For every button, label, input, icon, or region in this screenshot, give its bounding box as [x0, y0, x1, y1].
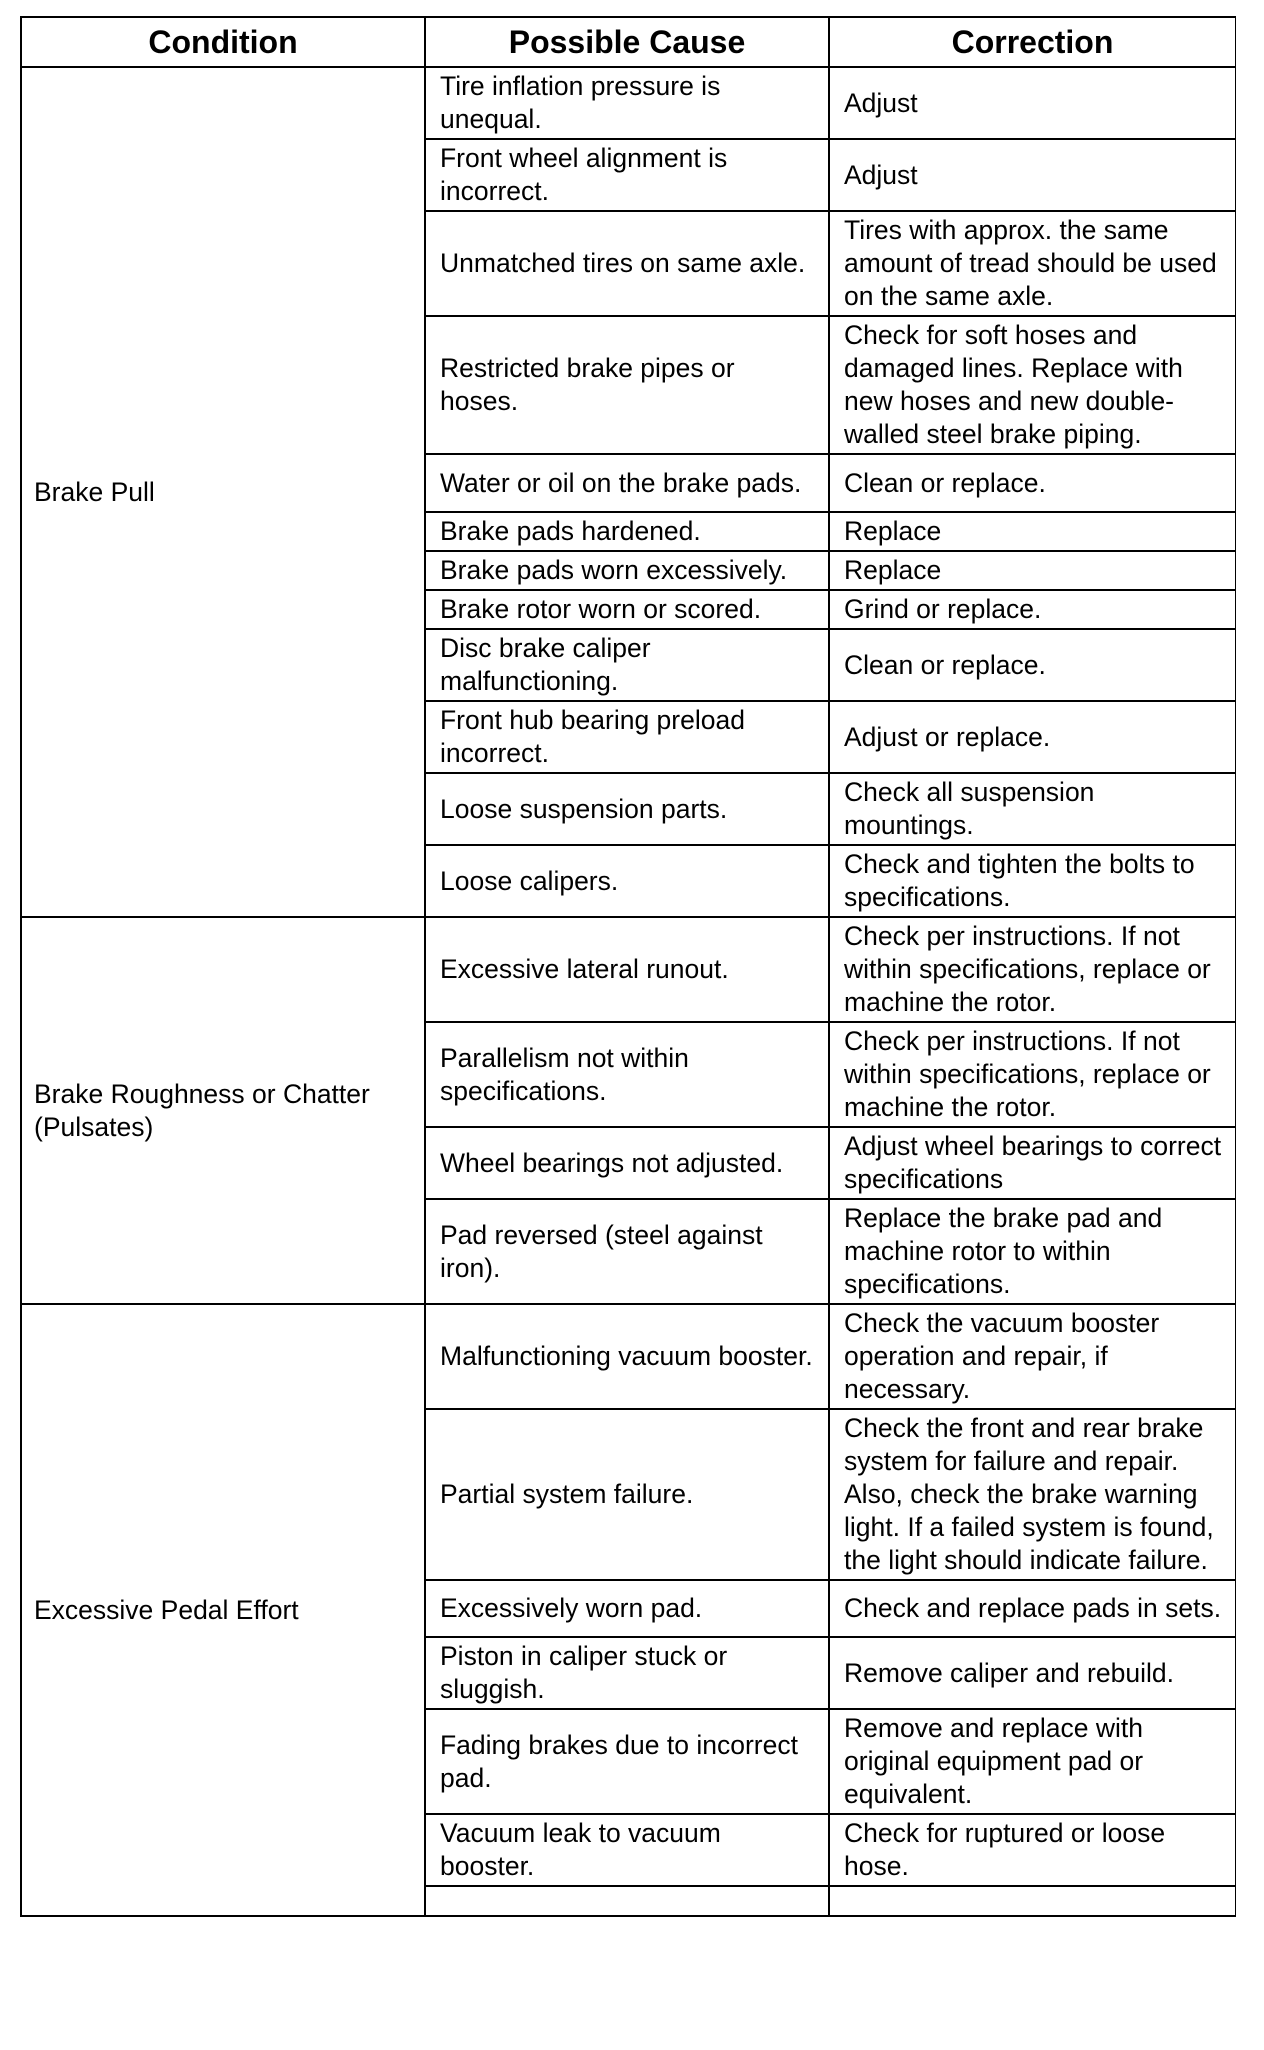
possible-cause-cell: Excessive lateral runout. [425, 917, 829, 1022]
correction-cell: Check per instructions. If not within specifications, replace or machine the rotor. [829, 917, 1236, 1022]
correction-cell: Check and replace pads in sets. [829, 1580, 1236, 1637]
possible-cause-cell: Restricted brake pipes or hoses. [425, 316, 829, 454]
condition-cell: Brake Roughness or Chatter (Pulsates) [21, 917, 425, 1304]
header-possible-cause: Possible Cause [425, 17, 829, 67]
correction-cell: Adjust wheel bearings to correct specifications [829, 1127, 1236, 1199]
table-row [21, 917, 1236, 1022]
possible-cause-cell: Loose suspension parts. [425, 773, 829, 845]
correction-cell [829, 1886, 1236, 1916]
possible-cause-cell: Wheel bearings not adjusted. [425, 1127, 829, 1199]
correction-cell: Replace [829, 551, 1236, 590]
table-row [21, 67, 1236, 139]
possible-cause-cell: Pad reversed (steel against iron). [425, 1199, 829, 1304]
correction-cell: Adjust [829, 139, 1236, 211]
possible-cause-cell: Tire inflation pressure is unequal. [425, 67, 829, 139]
table-header-row [21, 17, 1236, 67]
possible-cause-cell: Excessively worn pad. [425, 1580, 829, 1637]
condition-cell: Brake Pull [21, 67, 425, 917]
condition-cell: Excessive Pedal Effort [21, 1304, 425, 1916]
possible-cause-cell: Disc brake caliper malfunctioning. [425, 629, 829, 701]
possible-cause-cell: Brake pads hardened. [425, 512, 829, 551]
header-correction: Correction [829, 17, 1236, 67]
possible-cause-cell: Unmatched tires on same axle. [425, 211, 829, 316]
correction-cell: Replace [829, 512, 1236, 551]
possible-cause-cell: Piston in caliper stuck or sluggish. [425, 1637, 829, 1709]
correction-cell: Check the front and rear brake system for failure and repair. Also, check the brake warning light. If a failed system is found, the light should indicate failure. [829, 1409, 1236, 1580]
possible-cause-cell: Loose calipers. [425, 845, 829, 917]
possible-cause-cell: Parallelism not within specifications. [425, 1022, 829, 1127]
possible-cause-cell: Malfunctioning vacuum booster. [425, 1304, 829, 1409]
correction-cell: Replace the brake pad and machine rotor to within specifications. [829, 1199, 1236, 1304]
correction-cell: Grind or replace. [829, 590, 1236, 629]
correction-cell: Check per instructions. If not within specifications, replace or machine the rotor. [829, 1022, 1236, 1127]
correction-cell: Remove caliper and rebuild. [829, 1637, 1236, 1709]
possible-cause-cell: Brake rotor worn or scored. [425, 590, 829, 629]
correction-cell: Check for soft hoses and damaged lines. Replace with new hoses and new double-walled steel brake piping. [829, 316, 1236, 454]
possible-cause-cell: Brake pads worn excessively. [425, 551, 829, 590]
correction-cell: Check and tighten the bolts to specifications. [829, 845, 1236, 917]
table-row [21, 1304, 1236, 1409]
header-condition: Condition [21, 17, 425, 67]
correction-cell: Tires with approx. the same amount of tread should be used on the same axle. [829, 211, 1236, 316]
correction-cell: Adjust [829, 67, 1236, 139]
possible-cause-cell: Fading brakes due to incorrect pad. [425, 1709, 829, 1814]
possible-cause-cell: Front wheel alignment is incorrect. [425, 139, 829, 211]
correction-cell: Clean or replace. [829, 454, 1236, 512]
correction-cell: Check the vacuum booster operation and repair, if necessary. [829, 1304, 1236, 1409]
correction-cell: Check all suspension mountings. [829, 773, 1236, 845]
correction-cell: Adjust or replace. [829, 701, 1236, 773]
table-body [21, 67, 1236, 1916]
possible-cause-cell: Front hub bearing preload incorrect. [425, 701, 829, 773]
document-page [20, 16, 1236, 2050]
brake-diagnosis-table [20, 16, 1236, 1917]
correction-cell: Remove and replace with original equipment pad or equivalent. [829, 1709, 1236, 1814]
possible-cause-cell: Water or oil on the brake pads. [425, 454, 829, 512]
correction-cell: Check for ruptured or loose hose. [829, 1814, 1236, 1886]
possible-cause-cell [425, 1886, 829, 1916]
correction-cell: Clean or replace. [829, 629, 1236, 701]
possible-cause-cell: Vacuum leak to vacuum booster. [425, 1814, 829, 1886]
possible-cause-cell: Partial system failure. [425, 1409, 829, 1580]
